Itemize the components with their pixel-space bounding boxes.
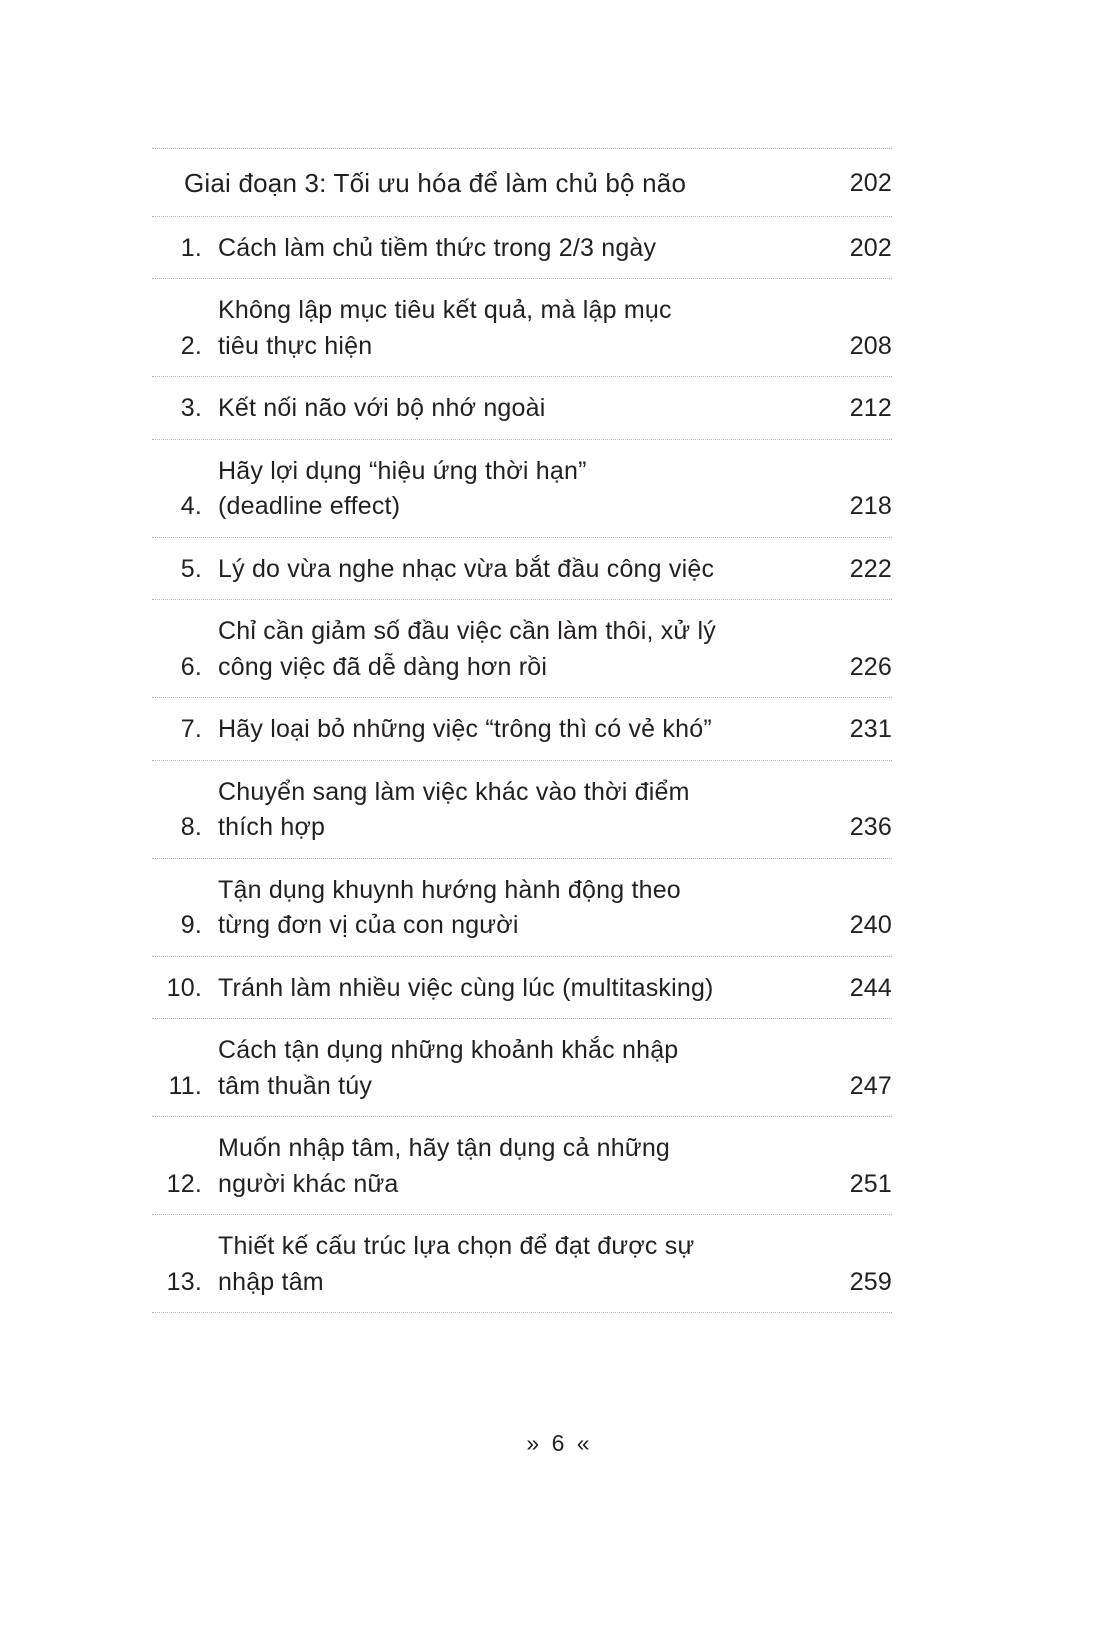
toc-entry-number: 13. [166, 1267, 202, 1296]
toc-entry-title-line1: Tận dụng khuynh hướng hành động theo [218, 875, 681, 904]
toc-entry-title-line2: tâm thuần túy [218, 1071, 373, 1100]
toc-entry-title [218, 1229, 806, 1300]
toc-entry-page: 218 [849, 492, 892, 521]
toc-entry-title [218, 873, 806, 944]
toc-entry-title-line1: Cách làm chủ tiềm thức trong 2/3 ngày [218, 233, 657, 262]
toc-entry-title-line1: Hãy lợi dụng “hiệu ứng thời hạn” [218, 456, 587, 485]
toc-entry [152, 599, 892, 697]
toc-entry-number: 6. [180, 652, 202, 681]
toc-entry-number: 3. [180, 394, 202, 423]
toc-entry-title-line2: công việc đã dễ dàng hơn rồi [218, 652, 548, 681]
toc-entry-title-line1: Thiết kế cấu trúc lựa chọn để đạt được sự [218, 1232, 695, 1261]
toc-entry-title-line2: thích hợp [218, 813, 326, 842]
toc-entry-title-line1: Muốn nhập tâm, hãy tận dụng cả những [218, 1134, 671, 1163]
toc-entry-title-line1: Cách tận dụng những khoảnh khắc nhập [218, 1036, 679, 1065]
toc-entry-number: 10. [166, 973, 202, 1002]
toc-entry-page: 236 [849, 813, 892, 842]
toc-entry-page: 222 [849, 554, 892, 583]
toc-entry-title [218, 293, 806, 364]
toc-entry-title-line1: Hãy loại bỏ những việc “trông thì có vẻ khó” [218, 715, 712, 744]
toc-entry-page: 226 [849, 652, 892, 681]
toc-entry-page: 231 [849, 715, 892, 744]
toc-entry [152, 537, 892, 600]
toc-entry-title-line2: (deadline effect) [218, 492, 401, 521]
toc-entry-title [218, 712, 806, 748]
toc-entry [152, 858, 892, 956]
toc-entry [152, 760, 892, 858]
toc-entry-number: 12. [166, 1169, 202, 1198]
toc-entry [152, 1018, 892, 1116]
toc-entry-page: 202 [849, 233, 892, 262]
toc-section-title: Giai đoạn 3: Tối ưu hóa để làm chủ bộ não [184, 168, 687, 198]
toc-entry-number: 9. [180, 911, 202, 940]
toc-entry-page: 240 [849, 911, 892, 940]
toc-entry-title-line1: Chỉ cần giảm số đầu việc cần làm thôi, xử lý [218, 617, 716, 646]
toc-entry-title [218, 971, 806, 1007]
toc-entry-number: 8. [180, 813, 202, 842]
toc-entry-title [218, 552, 806, 588]
toc-entry-page: 208 [849, 331, 892, 360]
toc-entry-title-line1: Không lập mục tiêu kết quả, mà lập mục [218, 296, 672, 325]
toc-entry-page: 251 [849, 1169, 892, 1198]
toc-entry-number: 1. [180, 233, 202, 262]
toc-entry [152, 439, 892, 537]
toc-entry-page: 212 [849, 394, 892, 423]
toc-entry [152, 697, 892, 760]
toc-entry-title-line2: nhập tâm [218, 1267, 324, 1296]
toc-entry-title [218, 454, 806, 525]
page-number: » 6 « [526, 1430, 593, 1456]
toc-entry [152, 1214, 892, 1313]
toc-entry-number: 11. [168, 1071, 202, 1100]
toc-entry-title-line2: tiêu thực hiện [218, 331, 373, 360]
toc-entry [152, 1116, 892, 1214]
toc-entry-title-line1: Lý do vừa nghe nhạc vừa bắt đầu công việc [218, 554, 715, 583]
toc-entry-number: 2. [180, 331, 202, 360]
toc-entry-title [218, 775, 806, 846]
toc-entry-title [218, 391, 806, 427]
toc-entry-page: 259 [849, 1267, 892, 1296]
toc-entry-title-line1: Tránh làm nhiều việc cùng lúc (multitasking) [218, 973, 714, 1002]
toc-entry-title [218, 1131, 806, 1202]
toc-entry-title-line1: Kết nối não với bộ nhớ ngoài [218, 394, 546, 423]
toc-entry [152, 376, 892, 439]
toc-entry [152, 216, 892, 279]
toc-entry-title-line1: Chuyển sang làm việc khác vào thời điểm [218, 777, 690, 806]
toc-entry-title-line2: người khác nữa [218, 1169, 399, 1198]
toc-entry-title [218, 1033, 806, 1104]
toc-entry [152, 278, 892, 376]
toc-section-page: 202 [849, 169, 892, 198]
toc-entry-page: 247 [849, 1071, 892, 1100]
toc-entry-title [218, 614, 806, 685]
toc-entry-number: 7. [180, 715, 202, 744]
table-of-contents [152, 148, 892, 1313]
toc-entry-title [218, 231, 806, 267]
toc-section-row [152, 148, 892, 216]
toc-entry-number: 4. [180, 492, 202, 521]
toc-entry-number: 5. [180, 554, 202, 583]
toc-entry-page: 244 [849, 973, 892, 1002]
toc-entry-title-line2: từng đơn vị của con người [218, 911, 519, 940]
toc-entry [152, 956, 892, 1019]
